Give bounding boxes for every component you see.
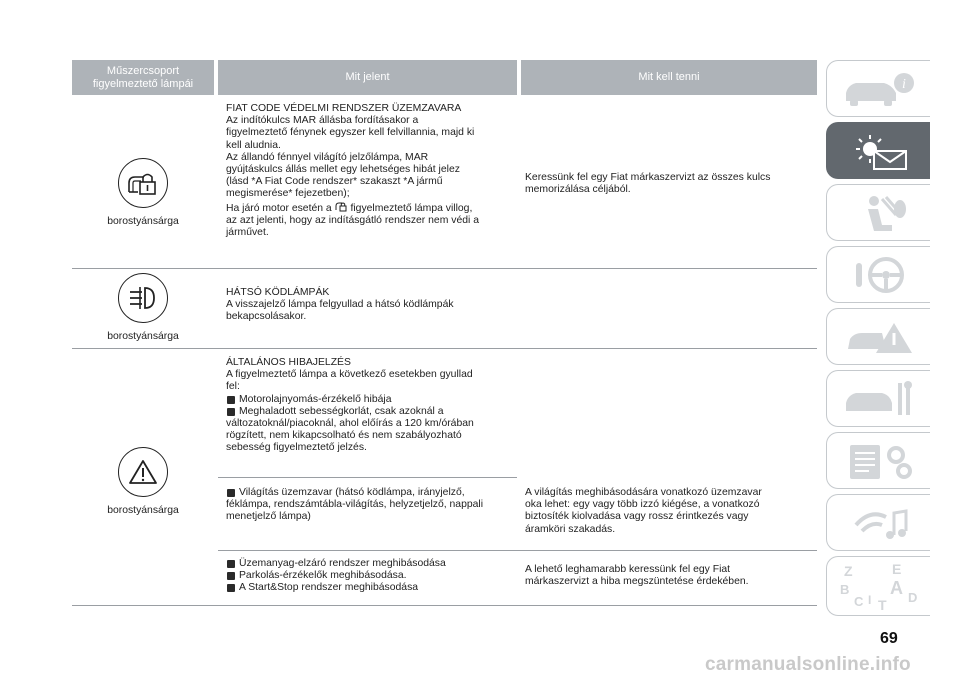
row1-lamp-cell: [72, 158, 214, 227]
meaning-line: figyelmeztető fénynek egyszer kell felvillannia, majd ki: [226, 127, 475, 139]
row3-action-b: [525, 487, 815, 536]
meaning-line: HÁTSÓ KÖDLÁMPÁK: [226, 287, 330, 298]
lamp-color-label: borostyánsárga: [107, 505, 179, 516]
index-letter: A: [889, 578, 903, 598]
meaning-line: A figyelmeztető lámpa a következő esetekben gyullad: [226, 369, 473, 381]
bullet-item: [226, 558, 518, 570]
meaning-line: A visszajelző lámpa felgyullad a hátsó ködlámpák: [226, 299, 454, 311]
bullet-square-icon: [227, 572, 235, 580]
row3-meaning-c: [226, 558, 518, 595]
tab-maintenance[interactable]: [826, 370, 930, 427]
meaning-line: gyújtáskulcs állás mellet egy lehetséges hibát jelez: [226, 164, 460, 176]
action-line: biztosíték kiolvadása vagy rossz érintkezés vagy: [525, 511, 749, 523]
header-action: Mit kell tenni: [521, 60, 817, 95]
index-letter: Z: [843, 563, 853, 579]
row2-meaning: [226, 287, 516, 324]
bullet-line: Parkolás-érzékelők meghibásodása.: [239, 570, 407, 582]
bullet-square-icon: [227, 408, 235, 416]
row1-action: [525, 172, 815, 196]
tab-car-info[interactable]: [826, 60, 930, 117]
meaning-line: ÁLTALÁNOS HIBAJELZÉS: [226, 357, 351, 368]
tab-safety[interactable]: [826, 184, 930, 241]
bullet-item: [226, 406, 518, 418]
meaning-line-inline: [226, 201, 516, 215]
alphabetical-index-icon: [834, 562, 924, 610]
row-divider: [72, 605, 817, 606]
meaning-inline-before: Ha járó motor esetén a: [226, 202, 332, 214]
action-line: áramköri szakadás.: [525, 523, 616, 535]
header-meaning: Mit jelent: [218, 60, 517, 95]
action-line: A lehető leghamarabb keressünk fel egy Fiat: [525, 564, 731, 575]
row3-action-c: [525, 564, 815, 588]
meaning-line: (lásd *A Fiat Code rendszer* szakaszt *A jármű: [226, 176, 443, 188]
bullet-line: Meghaladott sebességkorlát, csak azoknál a: [239, 405, 444, 417]
header-col1-line1: Műszercsoport: [106, 64, 180, 77]
bullet-item: [226, 582, 518, 594]
bullet-line: A Start&Stop rendszer meghibásodása: [239, 582, 419, 594]
tab-index[interactable]: [826, 556, 930, 616]
index-letter: E: [891, 562, 901, 577]
watermark: carmanualsonline.info: [705, 654, 911, 675]
tab-multimedia[interactable]: [826, 494, 930, 551]
index-letter: D: [907, 590, 917, 605]
bullet-line: sebesség figyelmeztető jelzés.: [226, 442, 367, 454]
car-info-icon: [834, 67, 924, 111]
car-crash-warning-icon: [834, 315, 924, 359]
bullet-line: menetjelző lámpa): [226, 511, 311, 523]
lamp-color-label: borostyánsárga: [107, 216, 179, 227]
meaning-line: fel:: [226, 381, 240, 393]
bullet-item: [226, 394, 518, 406]
index-letter: T: [877, 597, 887, 610]
index-letter: B: [839, 582, 849, 597]
action-line: memorizálása céljából.: [525, 184, 631, 196]
action-line: márkaszervizt a hiba megszüntetése érdekében.: [525, 576, 749, 588]
row3-lamp-cell: [72, 447, 214, 516]
action-line: oka lehet: egy vagy több izzó kiégése, a vonatkozó: [525, 499, 760, 511]
inline-immobilizer-icon: [335, 201, 348, 212]
tab-technical-data[interactable]: [826, 432, 930, 489]
cell-divider: [218, 550, 817, 551]
row-divider: [72, 268, 817, 269]
multimedia-music-icon: [834, 501, 924, 545]
bullet-line: Motorolajnyomás-érzékelő hibája: [239, 393, 392, 405]
seat-airbag-icon: [834, 191, 924, 235]
meaning-inline-after: figyelmeztető lámpa villog,: [350, 202, 473, 214]
header-instrument-lamps: [72, 60, 214, 95]
row3-meaning-a: [226, 357, 518, 455]
meaning-line: Az állandó fénnyel világító jelzőlámpa, MAR: [226, 151, 429, 163]
cell-divider: [218, 477, 517, 478]
rear-fog-light-icon: [118, 273, 168, 323]
immobilizer-key-lock-icon: [118, 158, 168, 208]
row3-meaning-b: [226, 487, 518, 524]
tab-warning-lights[interactable]: [826, 122, 930, 179]
bullet-item: [226, 487, 518, 499]
meaning-line: az azt jelenti, hogy az indításgátló rendszer nem védi a: [226, 214, 479, 226]
bullet-square-icon: [227, 584, 235, 592]
bullet-line: féklámpa, rendszámtábla-világítás, helyzetjelző, nappali: [226, 499, 484, 511]
index-letter: I: [867, 593, 871, 607]
meaning-line: Az indítókulcs MAR állásba fordításakor a: [226, 115, 419, 127]
car-maintenance-tools-icon: [834, 377, 924, 421]
action-line: A világítás meghibásodására vonatkozó üzemzavar: [525, 487, 762, 498]
bullet-square-icon: [227, 560, 235, 568]
lamp-color-label: borostyánsárga: [107, 331, 179, 342]
bullet-line: változatoknál/piacoknál, ahol előírás a 120 km/órában: [226, 418, 474, 430]
meaning-line: járművet.: [226, 227, 269, 239]
warning-lights-message-icon: [834, 129, 924, 173]
general-warning-triangle-icon: [118, 447, 168, 497]
header-col1-line2: figyelmeztető lámpái: [92, 77, 194, 90]
page-number: 69: [880, 630, 898, 647]
bullet-line: Üzemanyag-elzáró rendszer meghibásodása: [239, 558, 446, 569]
meaning-line: megismerése* fejezetben);: [226, 188, 350, 200]
row-divider: [72, 348, 817, 349]
bullet-square-icon: [227, 396, 235, 404]
technical-data-gears-icon: [834, 439, 924, 483]
index-letter: C: [853, 594, 863, 609]
row1-meaning: [226, 103, 516, 239]
tab-emergency[interactable]: [826, 308, 930, 365]
bullet-line: Világítás üzemzavar (hátsó ködlámpa, irányjelző,: [239, 487, 465, 498]
meaning-line: kell aludnia.: [226, 139, 281, 151]
tab-starting-driving[interactable]: [826, 246, 930, 303]
bullet-line: rögzített, nem kikapcsolható és nem szabályozható: [226, 430, 462, 442]
steering-wheel-key-icon: [834, 253, 924, 297]
meaning-line: FIAT CODE VÉDELMI RENDSZER ÜZEMZAVARA: [226, 103, 462, 114]
meaning-line: bekapcsolásakor.: [226, 311, 307, 323]
svg-text:i: i: [901, 76, 906, 92]
bullet-item: [226, 570, 518, 582]
action-line: Keressünk fel egy Fiat márkaszervizt az összes kulcs: [525, 172, 771, 183]
row2-lamp-cell: [72, 273, 214, 342]
bullet-square-icon: [227, 489, 235, 497]
